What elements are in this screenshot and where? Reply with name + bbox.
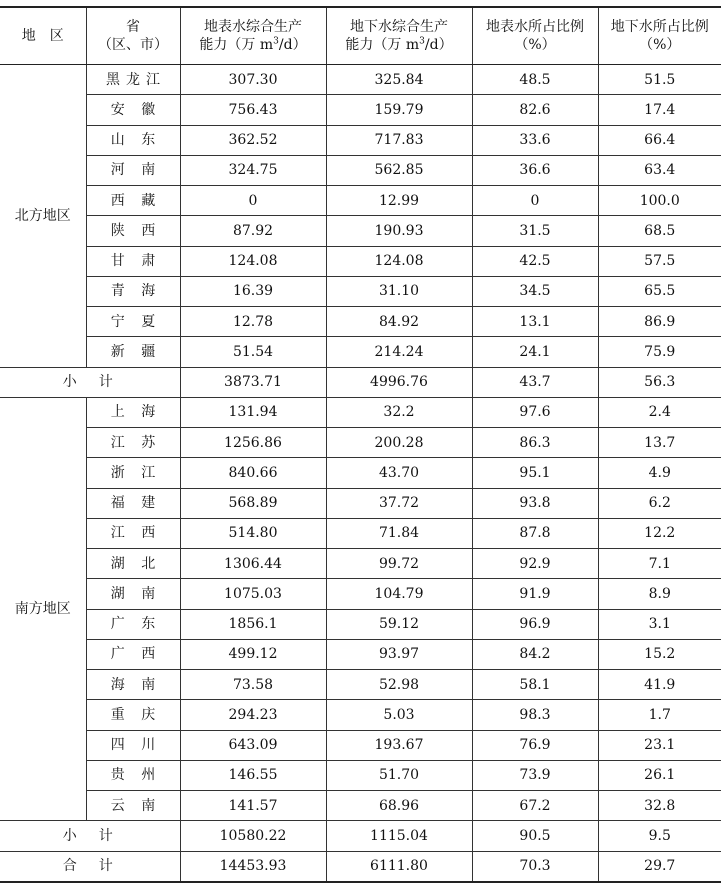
province-cell: 江 西: [86, 518, 180, 548]
subtotal-gp-cell: 56.3: [598, 367, 721, 397]
ground-percent-cell: 26.1: [598, 760, 721, 790]
ground-capacity-cell: 717.83: [326, 125, 472, 155]
table-row: [0, 428, 721, 458]
province-cell: 安 徽: [86, 95, 180, 125]
ground-capacity-cell: 43.70: [326, 458, 472, 488]
table-row: [0, 488, 721, 518]
table-row: [0, 397, 721, 427]
table-row: [0, 337, 721, 367]
surface-percent-cell: 24.1: [472, 337, 598, 367]
ground-percent-cell: 65.5: [598, 276, 721, 306]
surface-capacity-cell: 307.30: [180, 65, 326, 95]
ground-percent-cell: 63.4: [598, 155, 721, 185]
surface-capacity-cell: 1306.44: [180, 549, 326, 579]
header-ground-percent: 地下水所占比例 （%）: [598, 7, 721, 65]
total-label: 合 计: [0, 851, 180, 882]
ground-percent-cell: 57.5: [598, 246, 721, 276]
province-cell: 云 南: [86, 791, 180, 821]
surface-capacity-cell: 514.80: [180, 518, 326, 548]
surface-percent-cell: 42.5: [472, 246, 598, 276]
ground-percent-cell: 100.0: [598, 186, 721, 216]
province-cell: 河 南: [86, 155, 180, 185]
ground-percent-cell: 7.1: [598, 549, 721, 579]
header-surface-capacity: 地表水综合生产 能力（万 $m^3/d$）: [180, 7, 326, 65]
ground-capacity-cell: 159.79: [326, 95, 472, 125]
surface-capacity-cell: 131.94: [180, 397, 326, 427]
subtotal-ground-cell: 1115.04: [326, 821, 472, 851]
surface-percent-cell: 76.9: [472, 730, 598, 760]
ground-capacity-cell: 124.08: [326, 246, 472, 276]
surface-capacity-cell: 499.12: [180, 639, 326, 669]
surface-capacity-cell: 568.89: [180, 488, 326, 518]
surface-capacity-cell: 362.52: [180, 125, 326, 155]
surface-capacity-cell: 324.75: [180, 155, 326, 185]
ground-capacity-cell: 190.93: [326, 216, 472, 246]
table-row: [0, 65, 721, 95]
table-row: [0, 670, 721, 700]
surface-percent-cell: 31.5: [472, 216, 598, 246]
subtotal-sp-cell: 43.7: [472, 367, 598, 397]
province-cell: 新 疆: [86, 337, 180, 367]
subtotal-surface-cell: 3873.71: [180, 367, 326, 397]
total-sp-cell: 70.3: [472, 851, 598, 882]
ground-capacity-cell: 59.12: [326, 609, 472, 639]
surface-capacity-cell: 0: [180, 186, 326, 216]
table-row: [0, 246, 721, 276]
table-row: [0, 518, 721, 548]
province-cell: 海 南: [86, 670, 180, 700]
ground-percent-cell: 68.5: [598, 216, 721, 246]
ground-percent-cell: 41.9: [598, 670, 721, 700]
province-cell: 重 庆: [86, 700, 180, 730]
subtotal-surface-cell: 10580.22: [180, 821, 326, 851]
province-cell: 山 东: [86, 125, 180, 155]
table-row: [0, 125, 721, 155]
surface-percent-cell: 58.1: [472, 670, 598, 700]
subtotal-sp-cell: 90.5: [472, 821, 598, 851]
surface-capacity-cell: 124.08: [180, 246, 326, 276]
surface-percent-cell: 82.6: [472, 95, 598, 125]
surface-percent-cell: 87.8: [472, 518, 598, 548]
surface-percent-cell: 91.9: [472, 579, 598, 609]
ground-percent-cell: 13.7: [598, 428, 721, 458]
ground-capacity-cell: 200.28: [326, 428, 472, 458]
table-row: [0, 95, 721, 125]
subtotal-label: 小 计: [0, 821, 180, 851]
ground-percent-cell: 8.9: [598, 579, 721, 609]
surface-percent-cell: 34.5: [472, 276, 598, 306]
surface-percent-cell: 98.3: [472, 700, 598, 730]
ground-percent-cell: 51.5: [598, 65, 721, 95]
header-province: 省 （区、市）: [86, 7, 180, 65]
ground-percent-cell: 17.4: [598, 95, 721, 125]
table-row: [0, 549, 721, 579]
surface-percent-cell: 92.9: [472, 549, 598, 579]
table-row: [0, 276, 721, 306]
surface-capacity-cell: 73.58: [180, 670, 326, 700]
south-subtotal-row: [0, 821, 721, 851]
province-cell: 贵 州: [86, 760, 180, 790]
province-cell: 青 海: [86, 276, 180, 306]
surface-percent-cell: 0: [472, 186, 598, 216]
province-cell: 福 建: [86, 488, 180, 518]
surface-capacity-cell: 1256.86: [180, 428, 326, 458]
table-header-row: [0, 7, 721, 65]
north-subtotal-row: [0, 367, 721, 397]
province-cell: 宁 夏: [86, 307, 180, 337]
table-row: [0, 307, 721, 337]
province-cell: 西 藏: [86, 186, 180, 216]
total-gp-cell: 29.7: [598, 851, 721, 882]
province-cell: 广 东: [86, 609, 180, 639]
surface-capacity-cell: 141.57: [180, 791, 326, 821]
ground-capacity-cell: 12.99: [326, 186, 472, 216]
south-region-label: 南方地区: [0, 397, 86, 821]
province-cell: 陕 西: [86, 216, 180, 246]
header-surface-percent: 地表水所占比例 （%）: [472, 7, 598, 65]
surface-capacity-cell: 840.66: [180, 458, 326, 488]
subtotal-label: 小 计: [0, 367, 180, 397]
province-cell: 浙 江: [86, 458, 180, 488]
province-cell: 江 苏: [86, 428, 180, 458]
ground-capacity-cell: 562.85: [326, 155, 472, 185]
ground-capacity-cell: 52.98: [326, 670, 472, 700]
ground-capacity-cell: 32.2: [326, 397, 472, 427]
total-ground-cell: 6111.80: [326, 851, 472, 882]
header-ground-capacity: 地下水综合生产 能力（万 $m^3/d$）: [326, 7, 472, 65]
ground-percent-cell: 4.9: [598, 458, 721, 488]
ground-percent-cell: 3.1: [598, 609, 721, 639]
table-row: [0, 458, 721, 488]
table-row: [0, 760, 721, 790]
table-row: [0, 791, 721, 821]
ground-percent-cell: 6.2: [598, 488, 721, 518]
ground-percent-cell: 23.1: [598, 730, 721, 760]
total-row: [0, 851, 721, 882]
surface-capacity-cell: 756.43: [180, 95, 326, 125]
province-cell: 甘 肃: [86, 246, 180, 276]
table-row: [0, 186, 721, 216]
ground-percent-cell: 75.9: [598, 337, 721, 367]
surface-capacity-cell: 643.09: [180, 730, 326, 760]
surface-percent-cell: 97.6: [472, 397, 598, 427]
surface-percent-cell: 73.9: [472, 760, 598, 790]
province-cell: 黑龙江: [86, 65, 180, 95]
province-cell: 湖 南: [86, 579, 180, 609]
north-region-label: 北方地区: [0, 65, 86, 368]
province-cell: 广 西: [86, 639, 180, 669]
surface-capacity-cell: 1075.03: [180, 579, 326, 609]
table-row: [0, 579, 721, 609]
ground-capacity-cell: 193.67: [326, 730, 472, 760]
ground-capacity-cell: 104.79: [326, 579, 472, 609]
surface-capacity-cell: 16.39: [180, 276, 326, 306]
ground-capacity-cell: 51.70: [326, 760, 472, 790]
table-row: [0, 216, 721, 246]
surface-percent-cell: 84.2: [472, 639, 598, 669]
surface-percent-cell: 33.6: [472, 125, 598, 155]
subtotal-ground-cell: 4996.76: [326, 367, 472, 397]
surface-percent-cell: 13.1: [472, 307, 598, 337]
table-row: [0, 700, 721, 730]
ground-capacity-cell: 68.96: [326, 791, 472, 821]
subtotal-gp-cell: 9.5: [598, 821, 721, 851]
table-row: [0, 639, 721, 669]
table-row: [0, 155, 721, 185]
total-surface-cell: 14453.93: [180, 851, 326, 882]
ground-percent-cell: 66.4: [598, 125, 721, 155]
surface-percent-cell: 48.5: [472, 65, 598, 95]
surface-percent-cell: 95.1: [472, 458, 598, 488]
surface-percent-cell: 93.8: [472, 488, 598, 518]
ground-capacity-cell: 84.92: [326, 307, 472, 337]
surface-capacity-cell: 294.23: [180, 700, 326, 730]
surface-percent-cell: 36.6: [472, 155, 598, 185]
province-cell: 湖 北: [86, 549, 180, 579]
surface-percent-cell: 96.9: [472, 609, 598, 639]
surface-capacity-cell: 1856.1: [180, 609, 326, 639]
surface-capacity-cell: 146.55: [180, 760, 326, 790]
ground-percent-cell: 12.2: [598, 518, 721, 548]
ground-percent-cell: 2.4: [598, 397, 721, 427]
header-region: 地 区: [0, 7, 86, 65]
surface-percent-cell: 86.3: [472, 428, 598, 458]
ground-capacity-cell: 214.24: [326, 337, 472, 367]
ground-capacity-cell: 71.84: [326, 518, 472, 548]
surface-percent-cell: 67.2: [472, 791, 598, 821]
ground-percent-cell: 15.2: [598, 639, 721, 669]
surface-capacity-cell: 12.78: [180, 307, 326, 337]
province-cell: 四 川: [86, 730, 180, 760]
ground-capacity-cell: 5.03: [326, 700, 472, 730]
surface-capacity-cell: 87.92: [180, 216, 326, 246]
ground-percent-cell: 32.8: [598, 791, 721, 821]
table-row: [0, 609, 721, 639]
ground-capacity-cell: 93.97: [326, 639, 472, 669]
ground-percent-cell: 86.9: [598, 307, 721, 337]
surface-capacity-cell: 51.54: [180, 337, 326, 367]
ground-capacity-cell: 31.10: [326, 276, 472, 306]
ground-capacity-cell: 325.84: [326, 65, 472, 95]
water-capacity-table: [0, 6, 721, 883]
ground-capacity-cell: 37.72: [326, 488, 472, 518]
province-cell: 上 海: [86, 397, 180, 427]
ground-percent-cell: 1.7: [598, 700, 721, 730]
table-row: [0, 730, 721, 760]
ground-capacity-cell: 99.72: [326, 549, 472, 579]
